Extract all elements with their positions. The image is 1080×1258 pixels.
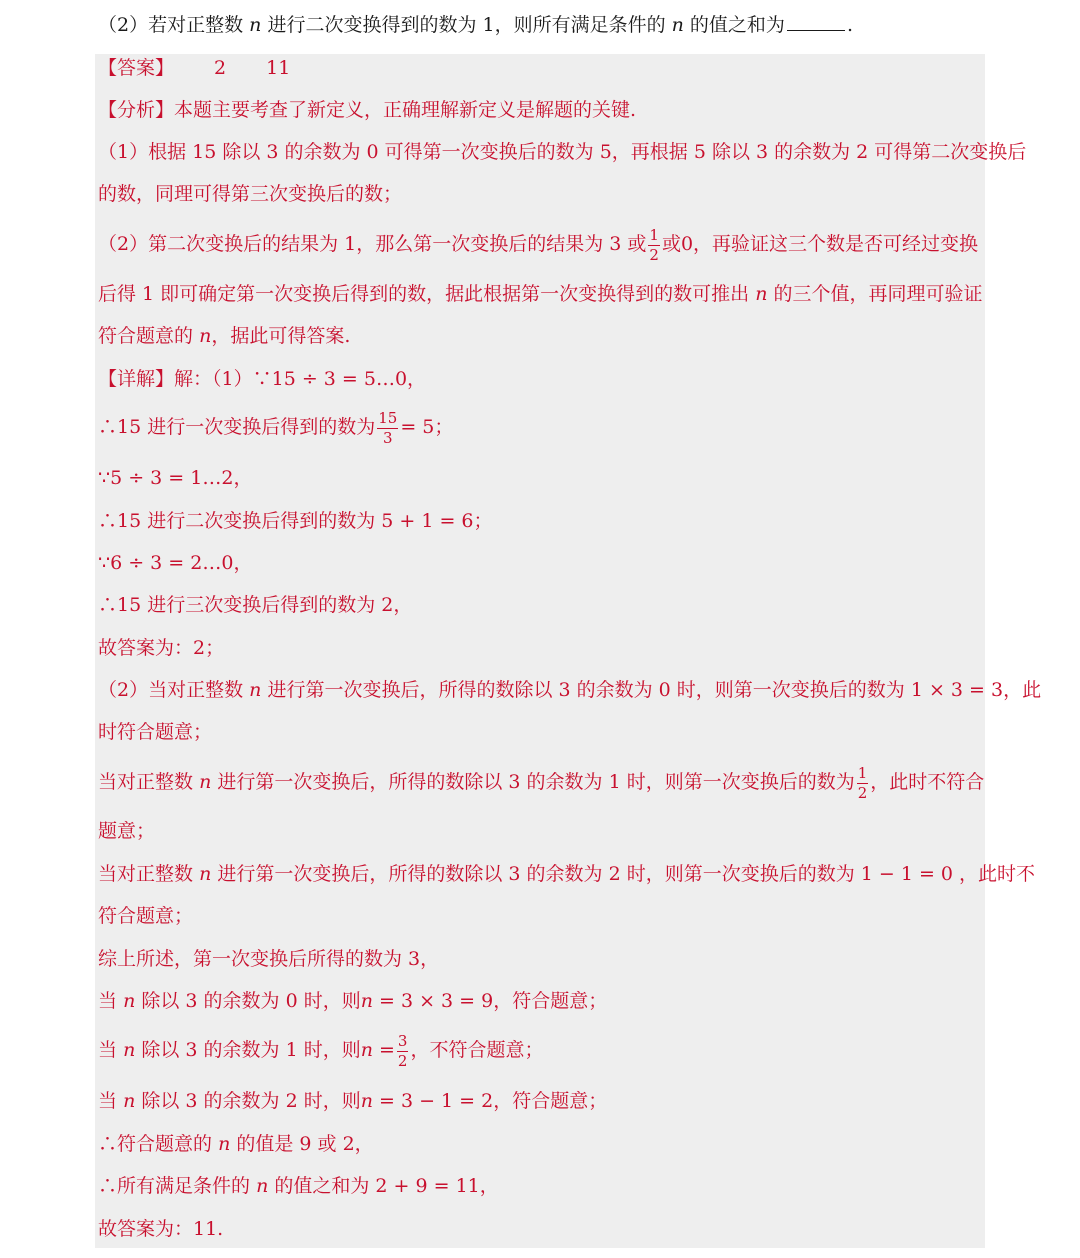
- detail-line-13: 符合题意；: [98, 905, 194, 927]
- answer-blank: [787, 12, 845, 31]
- answer-label: 【答案】: [98, 57, 175, 79]
- detail-line-5: ∵6 ÷ 3 = 2…0，: [98, 552, 253, 574]
- text-span: 当: [98, 1039, 118, 1061]
- var-n: n: [360, 1039, 373, 1061]
- var-n: n: [360, 1090, 373, 1112]
- fraction: [648, 225, 660, 264]
- detail-line-7: 故答案为：2；: [98, 637, 225, 659]
- text-span: 进行第一次变换后，所得的数除以 3 的余数为 1 时，则第一次变换后的数为: [217, 771, 855, 793]
- text-span: ，此时不符合: [870, 771, 985, 793]
- analysis-label: 【分析】: [98, 99, 175, 121]
- text-span: 后得 1 即可确定第一次变换后得到的数，据此根据第一次变换得到的数可推出: [98, 283, 750, 305]
- var-n: n: [199, 325, 212, 347]
- text-span: 除以 3 的余数为 2 时，则: [141, 1090, 361, 1112]
- fraction-denominator: 2: [857, 783, 868, 802]
- var-n: n: [256, 1175, 269, 1197]
- detail-line-19: [98, 1173, 499, 1199]
- text-span: =: [379, 1039, 395, 1061]
- var-n: n: [755, 283, 768, 305]
- analysis-p2-line3: [98, 323, 350, 349]
- detail-line-14: 综上所述，第一次变换后所得的数为 3，: [98, 948, 440, 970]
- detail-line-9: 时符合题意；: [98, 721, 213, 743]
- var-n: n: [360, 990, 373, 1012]
- analysis-p2-line1: [98, 224, 978, 264]
- detail-line-12: [98, 861, 1035, 887]
- text-span: 的值是 9 或 2，: [236, 1133, 374, 1155]
- answer-line: [98, 55, 290, 81]
- question-end: .: [846, 14, 853, 36]
- var-n: n: [249, 14, 262, 36]
- detail-line-11: 题意；: [98, 820, 156, 842]
- text-span: 除以 3 的余数为 1 时，则: [141, 1039, 361, 1061]
- analysis-text: 本题主要考查了新定义，正确理解新定义是解题的关键.: [174, 99, 637, 121]
- question-suffix: 的值之和为: [689, 14, 785, 36]
- text-span: 解：（1）∵15 ÷ 3 = 5…0，: [174, 368, 427, 390]
- detail-line-18: [98, 1131, 374, 1157]
- fraction-numerator: 1: [649, 225, 659, 244]
- text-span: ∴所有满足条件的: [98, 1175, 251, 1197]
- text-span: （2）当对正整数: [98, 679, 244, 701]
- answer-value-1: 2: [214, 57, 227, 79]
- fraction-denominator: 2: [649, 245, 659, 264]
- text-span: ∴15 进行一次变换后得到的数为: [98, 416, 376, 438]
- text-span: = 5；: [400, 416, 454, 438]
- text-span: 进行第一次变换后，所得的数除以 3 的余数为 2 时，则第一次变换后的数为 1 − 1 = 0 ，此时不: [217, 863, 1036, 885]
- text-span: = 3 − 1 = 2，符合题意；: [379, 1090, 608, 1112]
- var-n: n: [218, 1133, 231, 1155]
- fraction-denominator: 3: [382, 428, 393, 447]
- fraction-numerator: 1: [857, 763, 868, 782]
- analysis-heading: [98, 97, 636, 123]
- detail-label: 【详解】: [98, 368, 175, 390]
- text-span: ，据此可得答案.: [211, 325, 351, 347]
- fraction-numerator: 15: [378, 408, 398, 427]
- question-line: [98, 8, 853, 42]
- detail-line-17: [98, 1088, 607, 1114]
- text-span: ∴符合题意的: [98, 1133, 213, 1155]
- text-span: 或: [661, 233, 681, 255]
- detail-line-2: [98, 405, 453, 449]
- text-span: 除以 3 的余数为 0 时，则: [141, 990, 361, 1012]
- text-span: 进行第一次变换后，所得的数除以 3 的余数为 0 时，则第一次变换后的数为 1 × 3 = 3，此: [267, 679, 1042, 701]
- var-n: n: [671, 14, 684, 36]
- text-span: 的值之和为 2 + 9 = 11，: [274, 1175, 499, 1197]
- detail-line-8: [98, 677, 1041, 703]
- detail-line-6: ∴15 进行三次变换后得到的数为 2，: [98, 594, 413, 616]
- analysis-p1-line2: 的数，同理可得第三次变换后的数；: [98, 183, 403, 205]
- answer-value-2: 11: [266, 57, 291, 79]
- text-span: 0: [680, 233, 694, 255]
- text-span: 当: [98, 1090, 118, 1112]
- detail-line-20: 故答案为：11.: [98, 1218, 224, 1240]
- detail-line-10: [98, 762, 984, 802]
- var-n: n: [249, 679, 262, 701]
- fraction: [857, 763, 869, 802]
- fraction-denominator: 2: [397, 1051, 408, 1070]
- text-span: ，不符合题意；: [410, 1039, 544, 1061]
- text-span: 当对正整数: [98, 863, 194, 885]
- detail-line-4: ∴15 进行二次变换后得到的数为 5 + 1 = 6；: [98, 510, 493, 532]
- text-span: 符合题意的: [98, 325, 194, 347]
- detail-line-16: [98, 1028, 543, 1072]
- analysis-p1-line1: （1）根据 15 除以 3 的余数为 0 可得第一次变换后的数为 5，再根据 5 除以 3 的余数为 2 可得第二次变换后: [98, 141, 1027, 163]
- detail-line-1: [98, 366, 426, 392]
- fraction-numerator: 3: [397, 1031, 408, 1050]
- text-span: 的三个值，再同理可验证: [773, 283, 983, 305]
- text-span: 当对正整数: [98, 771, 194, 793]
- text-span: （2）第二次变换后的结果为 1，那么第一次变换后的结果为 3 或: [98, 233, 647, 255]
- text-span: ，再验证这三个数是否可经过变换: [693, 233, 979, 255]
- var-n: n: [199, 771, 212, 793]
- detail-line-3: ∵5 ÷ 3 = 1…2，: [98, 467, 253, 489]
- var-n: n: [123, 1090, 136, 1112]
- var-n: n: [199, 863, 212, 885]
- var-n: n: [123, 1039, 136, 1061]
- analysis-p2-line2: [98, 281, 983, 307]
- text-span: 当: [98, 990, 118, 1012]
- detail-line-15: [98, 988, 607, 1014]
- fraction: [377, 408, 398, 447]
- question-prefix: （2）若对正整数: [98, 14, 244, 36]
- var-n: n: [123, 990, 136, 1012]
- question-middle: 进行二次变换得到的数为 1，则所有满足条件的: [267, 14, 666, 36]
- text-span: = 3 × 3 = 9，符合题意；: [379, 990, 608, 1012]
- fraction: [397, 1031, 409, 1070]
